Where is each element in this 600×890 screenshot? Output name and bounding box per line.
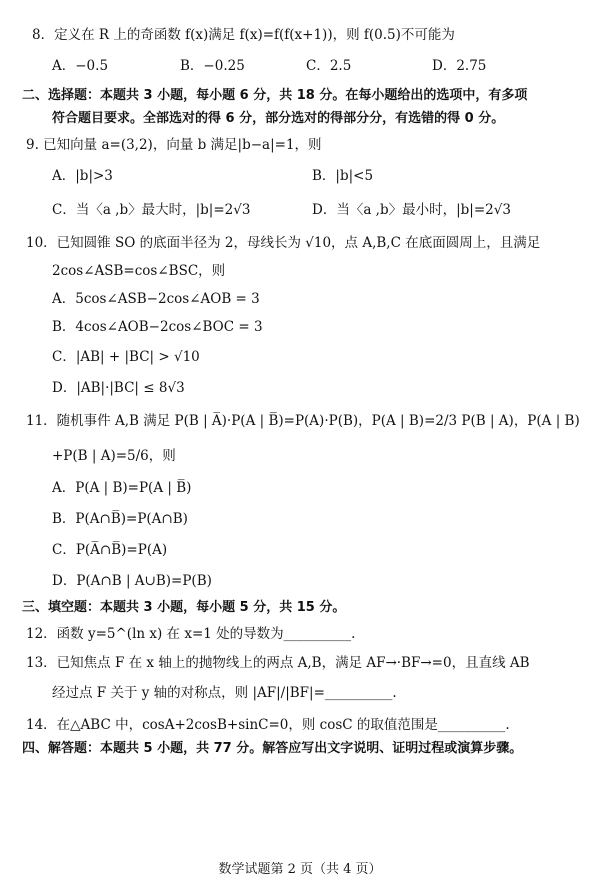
question-11-option-c: C．P(A̅∩B̅)=P(A) xyxy=(52,542,168,558)
section-4-header: 四、解答题：本题共 5 小题，共 77 分。解答应写出文字说明、证明过程或演算步骤。 xyxy=(22,741,523,756)
question-9-option-b: B．|b|<5 xyxy=(312,168,374,184)
question-13-line-1: 13．已知焦点 F 在 x 轴上的抛物线上的两点 A,B，满足 AF→·BF→=0，且直线 AB xyxy=(26,655,530,671)
question-11-stem-line-1: 11．随机事件 A,B 满足 P(B | A̅)·P(A | B̅)=P(A)·P(B)，P(A | B)=2/3 P(B | A)，P(A | B) xyxy=(26,413,580,429)
section-3-header: 三、填空题：本题共 3 小题，每小题 5 分，共 15 分。 xyxy=(22,600,346,615)
question-11-option-d: D．P(A∩B | A∪B)=P(B) xyxy=(52,573,212,589)
section-2-header-line-2: 符合题目要求。全部选对的得 6 分，部分选对的得部分分，有选错的得 0 分。 xyxy=(52,111,505,126)
question-9-option-c: C．当〈a ,b〉最大时，|b|=2√3 xyxy=(52,202,251,218)
question-9-stem: 9. 已知向量 a=(3,2)，向量 b 满足|b−a|=1，则 xyxy=(26,137,322,153)
question-10-option-b: B．4cos∠AOB−2cos∠BOC = 3 xyxy=(52,319,263,335)
question-11-option-b: B．P(A∩B̅)=P(A∩B) xyxy=(52,511,188,527)
question-9-option-d: D．当〈a ,b〉最小时，|b|=2√3 xyxy=(312,202,511,218)
question-14: 14．在△ABC 中，cosA+2cosB+sinC=0，则 cosC 的取值范围是__________. xyxy=(26,717,510,733)
question-10-option-c: C．|AB| + |BC| > √10 xyxy=(52,349,200,365)
question-8-option-d: D．2.75 xyxy=(432,58,487,74)
question-8-option-a: A．−0.5 xyxy=(52,58,109,74)
question-11-option-a: A．P(A | B)=P(A | B̅) xyxy=(52,480,192,496)
question-10-stem-line-1: 10．已知圆锥 SO 的底面半径为 2，母线长为 √10，点 A,B,C 在底面圆周上，且满足 xyxy=(26,235,541,251)
question-13-line-2: 经过点 F 关于 y 轴的对称点，则 |AF|/|BF|=__________. xyxy=(52,685,397,701)
section-2-header-line-1: 二、选择题：本题共 3 小题，每小题 6 分，共 18 分。在每小题给出的选项中，有多项 xyxy=(22,88,528,103)
page-footer: 数学试题第 2 页（共 4 页） xyxy=(218,862,382,877)
question-10-option-d: D．|AB|·|BC| ≤ 8√3 xyxy=(52,380,185,396)
question-12: 12．函数 y=5^(ln x) 在 x=1 处的导数为__________. xyxy=(26,626,356,642)
question-8-option-c: C．2.5 xyxy=(306,58,352,74)
question-9-option-a: A．|b|>3 xyxy=(52,168,113,184)
question-10-stem-line-2: 2cos∠ASB=cos∠BSC，则 xyxy=(52,263,226,279)
question-8-stem: 8．定义在 R 上的奇函数 f(x)满足 f(x)=f(f(x+1))，则 f(0.5)不可能为 xyxy=(32,27,455,43)
question-10-option-a: A．5cos∠ASB−2cos∠AOB = 3 xyxy=(52,291,260,307)
question-11-stem-line-2: +P(B | A)=5/6，则 xyxy=(52,448,176,464)
question-8-option-b: B．−0.25 xyxy=(180,58,245,74)
